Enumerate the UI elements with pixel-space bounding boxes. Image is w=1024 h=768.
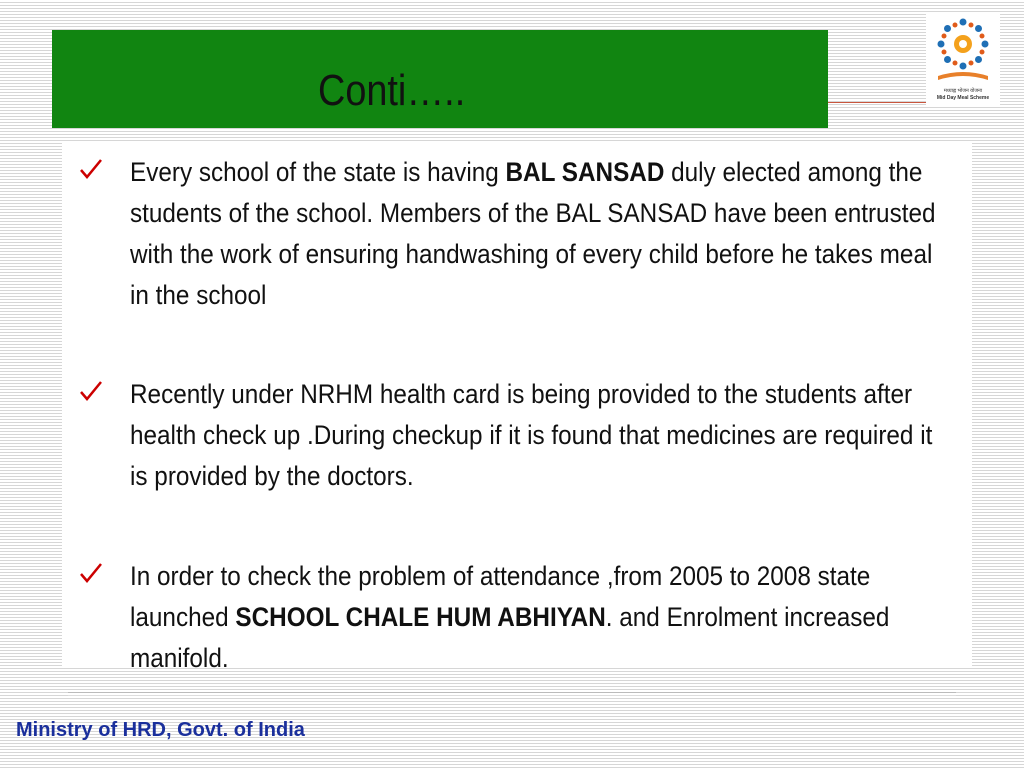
logo-emblem-icon [926,14,1000,88]
content-panel [62,142,972,673]
mid-day-meal-logo [926,14,1000,106]
bullet-text [130,152,940,316]
bullet-emphasis: BAL SANSAD [505,157,665,187]
footer-text: Ministry of HRD, Govt. of India [16,719,305,741]
bullet-text-part: In order to check the problem of attendance ,from 2005 to 2008 state launched [130,561,871,632]
bullet-emphasis: SCHOOL CHALE HUM ABHIYAN [235,602,606,632]
bullet-text-part: duly elected among the students of the school. Members of the BAL SANSAD have been entrusted with the work of ensuring handwashing of every child before he takes meal in the school [130,157,936,310]
slide-title: Conti….. [318,66,466,115]
footer-divider-secondary [68,695,956,696]
bullet-text: Recently under NRHM health card is being provided to the students after health check up .During checkup if it is found that medicines are required it is provided by the doctors. [130,379,933,491]
bullet-text-part: . and Enrolment increased manifold. [130,602,890,673]
checkmark-icon [78,560,104,586]
logo-caption-hindi: मध्याह्न भोजन योजना [943,88,983,94]
footer-divider [68,692,956,693]
checkmark-icon [78,378,104,404]
checkmark-icon [78,156,104,182]
logo-caption-english: Mid Day Meal Scheme [936,95,990,101]
bullet-text [130,556,940,679]
title-divider [828,102,930,103]
bullet-text-part: Every school of the state is having [130,157,506,187]
